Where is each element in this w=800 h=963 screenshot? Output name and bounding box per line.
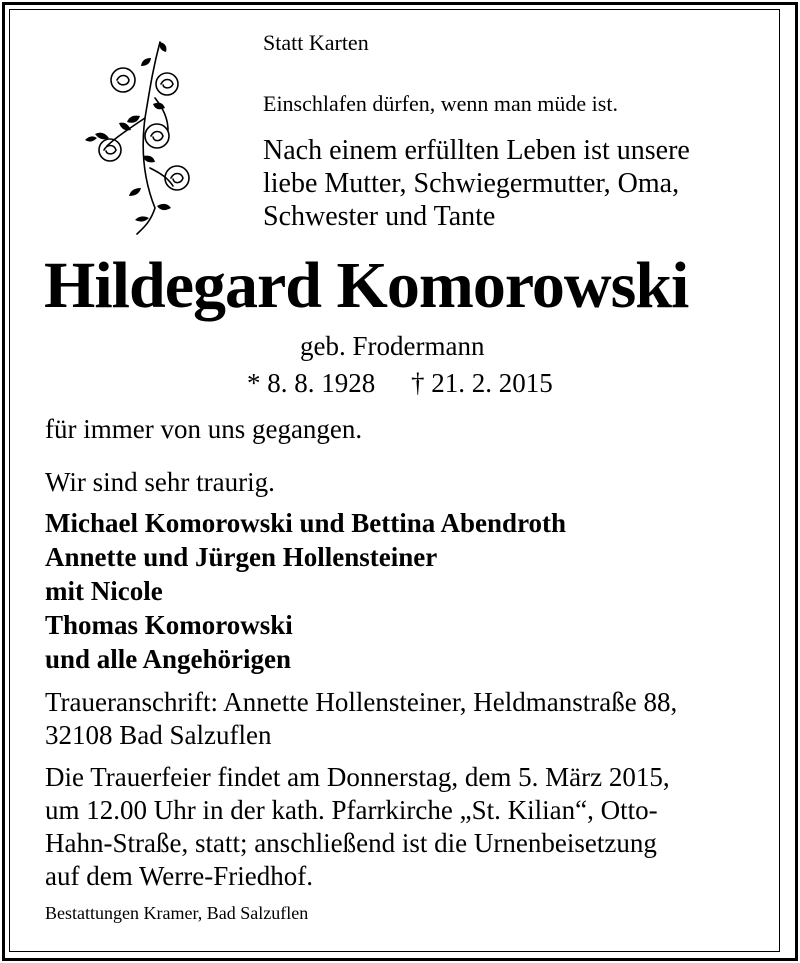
mourner: Thomas Komorowski [45, 610, 293, 640]
ceremony-line: auf dem Werre-Friedhof. [45, 861, 313, 891]
mourner: Annette und Jürgen Hollensteiner [45, 542, 438, 572]
mourner: Michael Komorowski und Bettina Abendroth [45, 508, 567, 538]
intro-line: liebe Mutter, Schwiegermutter, Oma, [263, 168, 680, 199]
birth-name: geb. Frodermann [300, 331, 485, 361]
intro-text [263, 134, 690, 233]
mourner: und alle Angehörigen [45, 644, 292, 674]
birth-date: * 8. 8. 1928 [247, 368, 376, 398]
ceremony-line: um 12.00 Uhr in der kath. Pfarrkirche „St. Kilian“, Otto- [45, 795, 658, 825]
death-date: † 21. 2. 2015 [411, 368, 553, 398]
statt-karten: Statt Karten [263, 30, 369, 55]
roses-icon [65, 38, 200, 238]
undertaker: Bestattungen Kramer, Bad Salzuflen [45, 903, 309, 923]
passed-text: für immer von uns gegangen. [45, 414, 363, 444]
intro-line: Schwester und Tante [263, 201, 496, 232]
intro-line: Nach einem erfüllten Leben ist unsere [263, 135, 690, 166]
address-line: Traueranschrift: Annette Hollensteiner, Heldmanstraße 88, [45, 687, 678, 717]
address [45, 686, 677, 752]
mourner: mit Nicole [45, 576, 163, 606]
address-line: 32108 Bad Salzuflen [45, 720, 272, 750]
ceremony-line: Die Trauerfeier findet am Donnerstag, dem 5. März 2015, [45, 762, 670, 792]
motto: Einschlafen dürfen, wenn man müde ist. [263, 91, 618, 116]
mourners-list [45, 506, 566, 676]
ceremony-info [45, 761, 670, 893]
sad-text: Wir sind sehr traurig. [45, 467, 275, 497]
ceremony-line: Hahn-Straße, statt; anschließend ist die Urnenbeisetzung [45, 828, 657, 858]
deceased-name: Hildegard Komorowski [44, 249, 689, 322]
